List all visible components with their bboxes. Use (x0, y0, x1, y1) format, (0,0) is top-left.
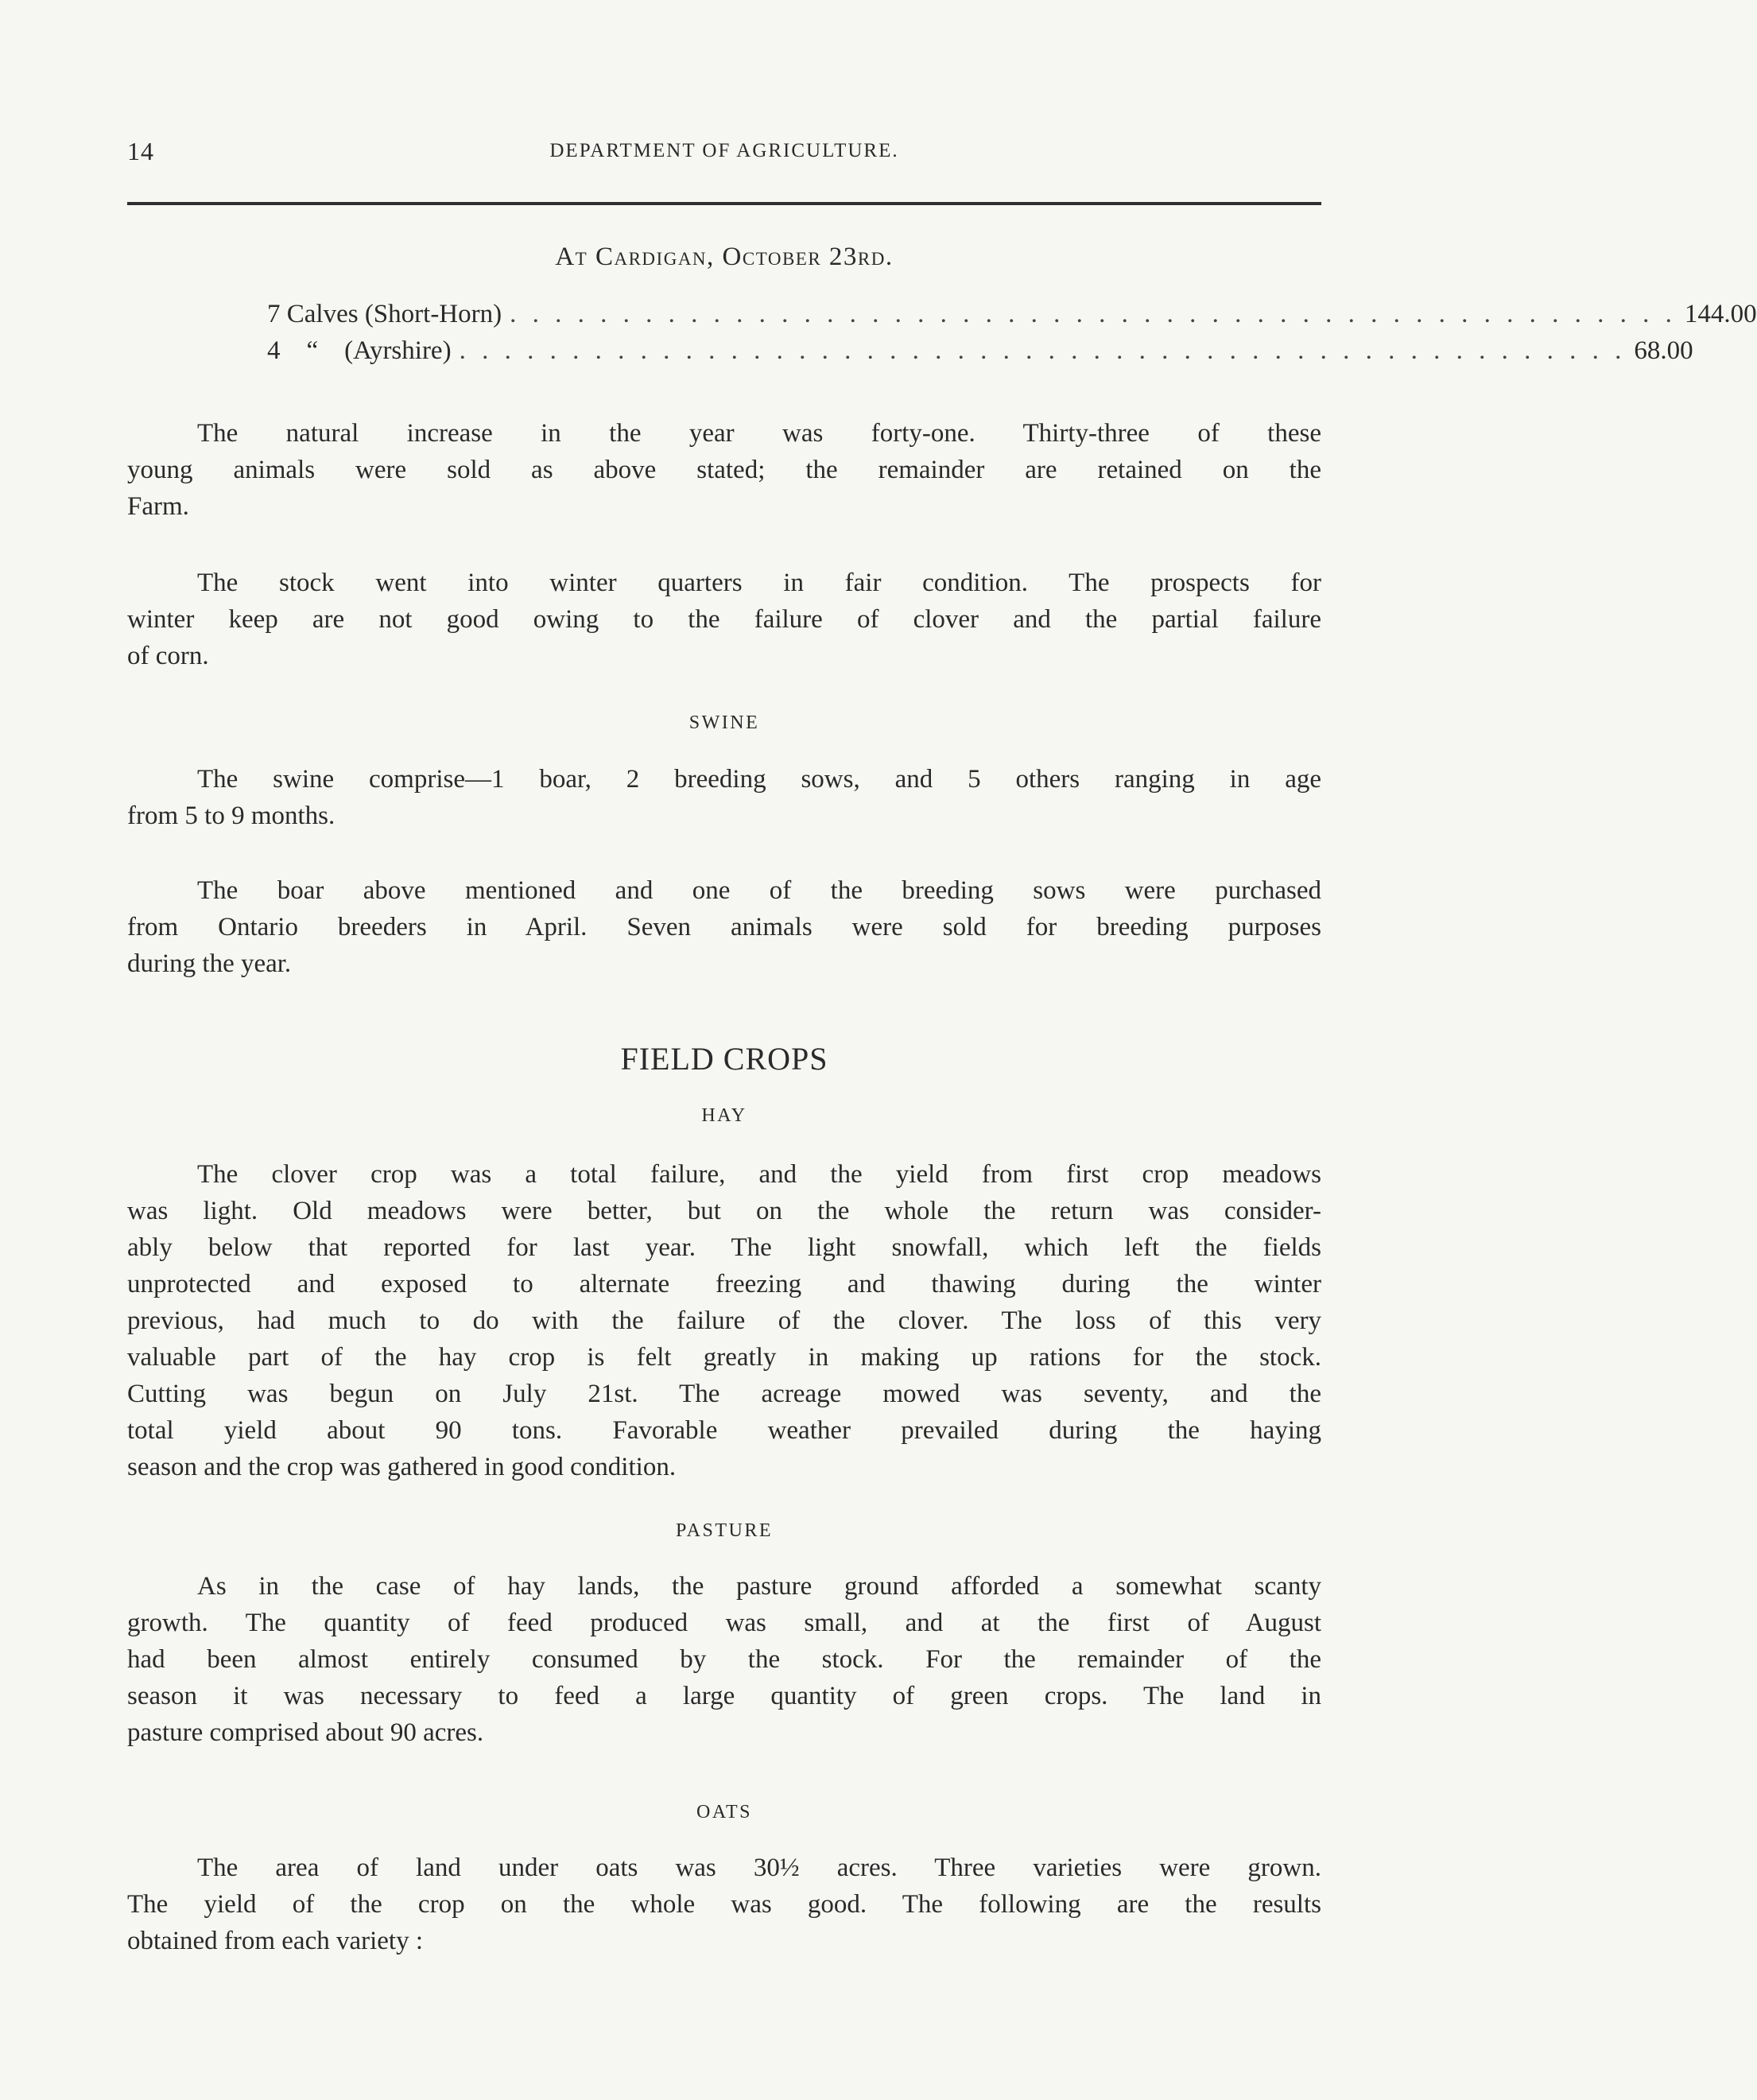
text-line: from Ontario breeders in April. Seven animals were sold for breeding purposes (127, 913, 1321, 941)
text-line: season it was necessary to feed a large quantity of green crops. The land in (127, 1682, 1321, 1710)
section-heading-oats: OATS (696, 1802, 752, 1822)
text-line: The boar above mentioned and one of the breeding sows were purchased (197, 876, 1321, 905)
paragraph-pasture (127, 1568, 1321, 1751)
section-heading-pasture: PASTURE (676, 1520, 773, 1541)
sale-row-amount: 68.00 (1634, 336, 1693, 365)
page-number: 14 (127, 137, 154, 165)
section-heading-hay: HAY (701, 1105, 747, 1126)
sale-row-ayrshire (267, 336, 1693, 371)
text-line: season and the crop was gathered in good condition. (127, 1453, 677, 1481)
section-heading-field-crops: FIELD CROPS (620, 1041, 828, 1077)
text-line: previous, had much to do with the failure of the clover. The loss of this very (127, 1306, 1321, 1335)
text-line: The stock went into winter quarters in fair condition. The prospects for (197, 569, 1321, 597)
text-line: pasture comprised about 90 acres. (127, 1718, 484, 1747)
text-line: unprotected and exposed to alternate freezing and thawing during the winter (127, 1270, 1321, 1298)
text-line: The natural increase in the year was forty-one. Thirty-three of these (197, 419, 1321, 448)
paragraph-winter-quarters (127, 565, 1321, 674)
text-line: had been almost entirely consumed by the stock. For the remainder of the (127, 1645, 1321, 1674)
text-line: The clover crop was a total failure, and the yield from first crop meadows (197, 1160, 1321, 1189)
text-line: of corn. (127, 642, 209, 670)
text-line: The area of land under oats was 30½ acres. Three varieties were grown. (197, 1854, 1321, 1882)
text-line: Cutting was begun on July 21st. The acreage mowed was seventy, and the (127, 1380, 1321, 1408)
text-line: was light. Old meadows were better, but on the whole the return was consider- (127, 1197, 1321, 1225)
page-header (127, 137, 1321, 177)
sale-heading: At Cardigan, October 23rd. (555, 243, 894, 271)
header-rule (127, 202, 1321, 205)
paragraph-natural-increase (127, 415, 1321, 525)
paragraph-swine-purchase (127, 872, 1321, 982)
text-line: obtained from each variety : (127, 1927, 424, 1955)
sale-row-amount: 144.00 (1684, 300, 1757, 328)
text-line: from 5 to 9 months. (127, 802, 335, 830)
text-line: ably below that reported for last year. The light snowfall, which left the fields (127, 1233, 1321, 1262)
text-line: The swine comprise—1 boar, 2 breeding sows, and 5 others ranging in age (197, 765, 1321, 794)
paragraph-swine-comprise (127, 761, 1321, 834)
text-line: during the year. (127, 949, 292, 978)
section-heading-swine: SWINE (688, 712, 760, 733)
text-line: growth. The quantity of feed produced was small, and at the first of August (127, 1609, 1321, 1637)
sale-row-shorthorn (267, 300, 1757, 335)
sale-row-label: 7 Calves (Short-Horn) (267, 300, 502, 328)
text-line: As in the case of hay lands, the pasture ground afforded a somewhat scanty (197, 1572, 1321, 1601)
leader-dots: . . . . . . . . . . . . . . . . . . . . . . . . . . . . . . . . . . . . . . . . . . . . . . . . . . . . (510, 300, 1677, 328)
sale-row-label: 4 “ (Ayrshire) (267, 336, 452, 365)
text-line: Farm. (127, 492, 189, 521)
running-title: DEPARTMENT OF AGRICULTURE. (549, 140, 899, 161)
text-line: total yield about 90 tons. Favorable weather prevailed during the haying (127, 1416, 1321, 1445)
text-line: young animals were sold as above stated; the remainder are retained on the (127, 456, 1321, 484)
leader-dots: . . . . . . . . . . . . . . . . . . . . . . . . . . . . . . . . . . . . . . . . . . . . . . . . . . . . (459, 336, 1627, 365)
text-line: valuable part of the hay crop is felt greatly in making up rations for the stock. (127, 1343, 1321, 1372)
text-line: The yield of the crop on the whole was good. The following are the results (127, 1890, 1321, 1919)
text-line: winter keep are not good owing to the failure of clover and the partial failure (127, 605, 1321, 634)
paragraph-oats (127, 1850, 1321, 1959)
paragraph-hay (127, 1156, 1321, 1485)
